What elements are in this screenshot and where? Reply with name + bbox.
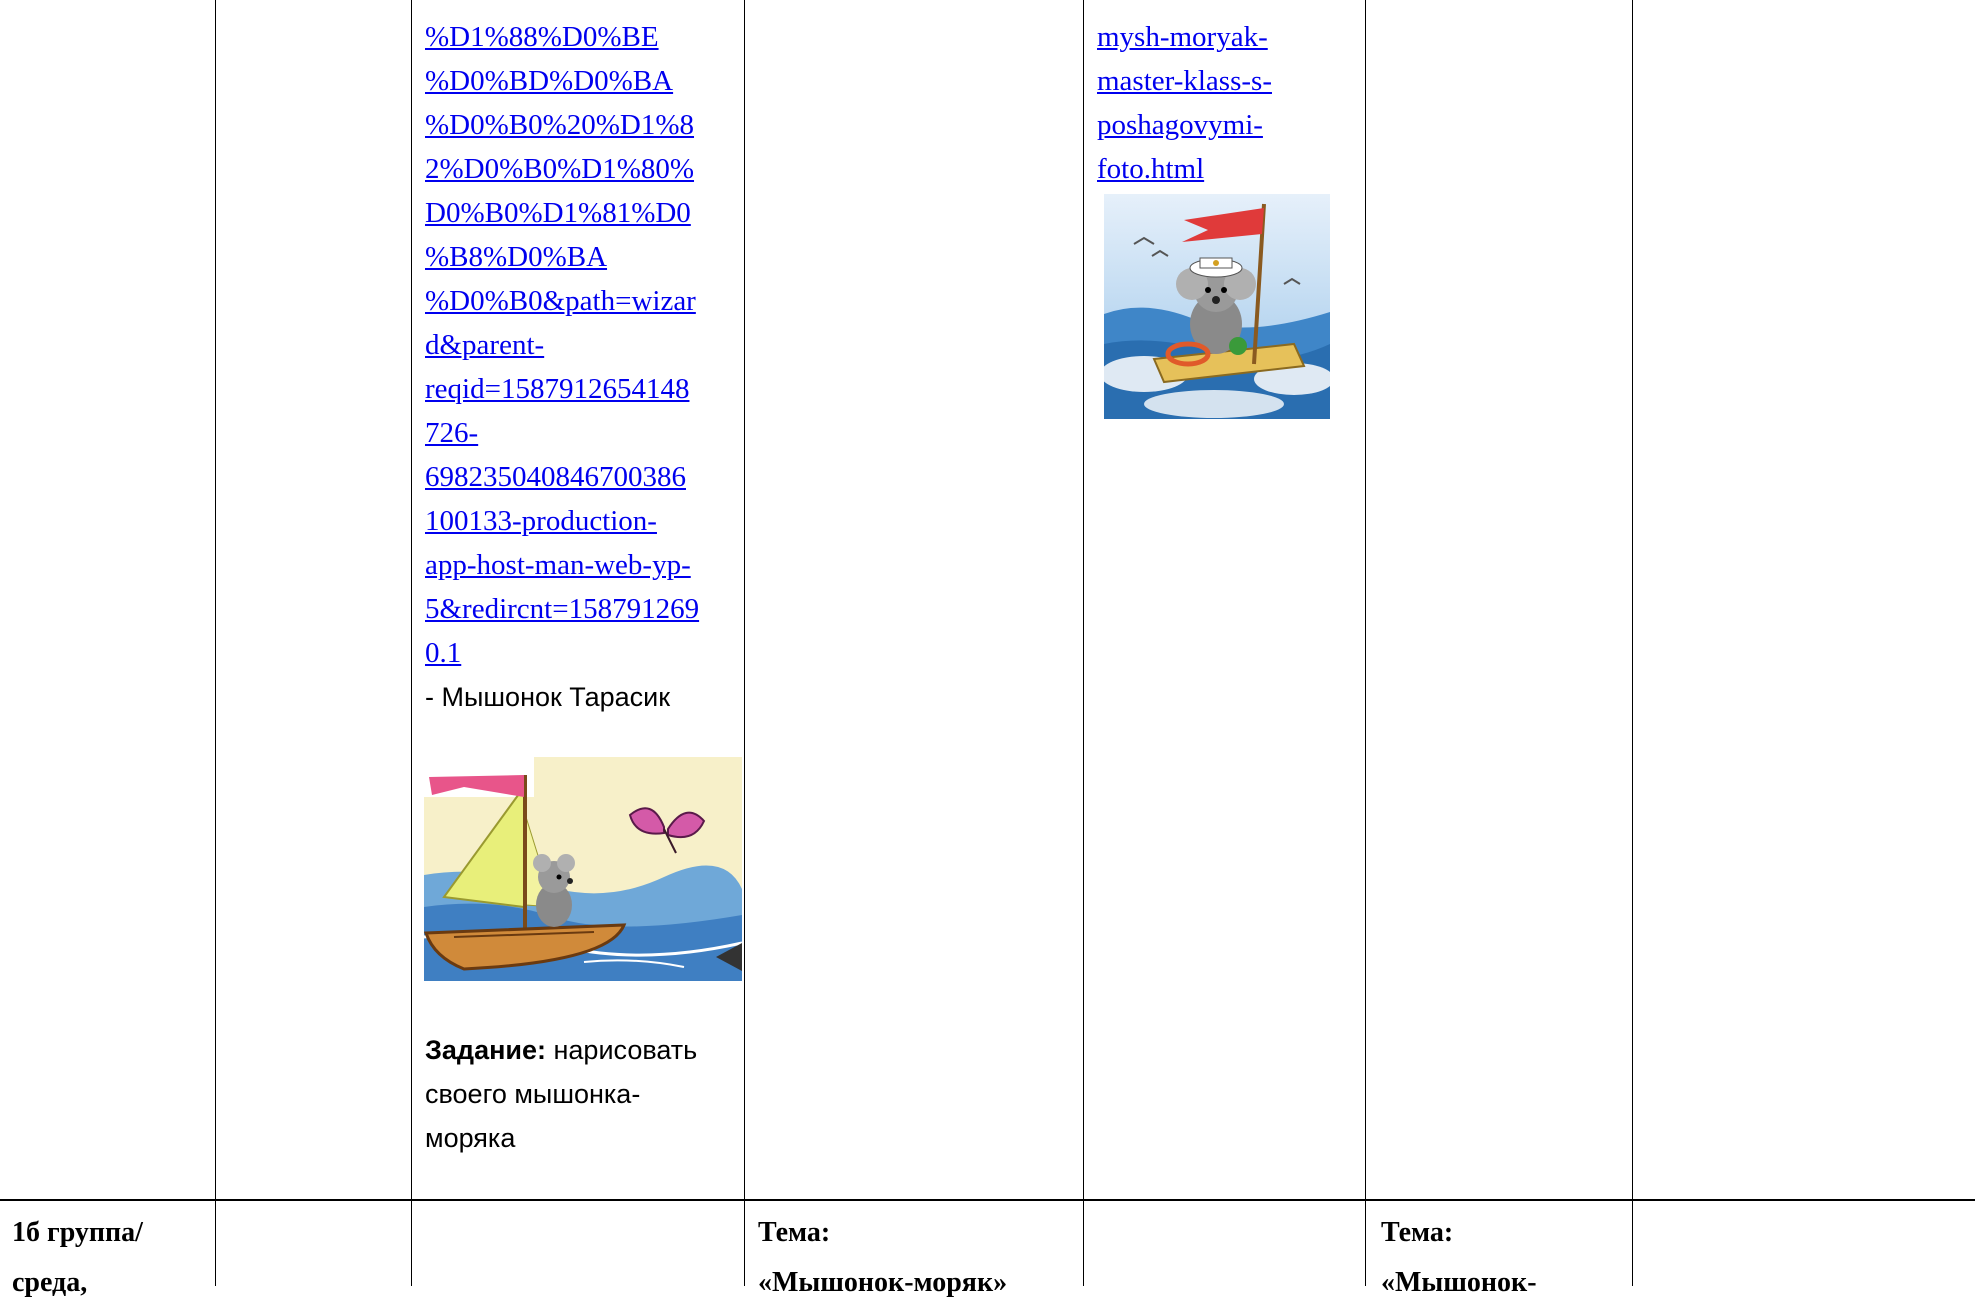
task-text: нарисовать [546, 1035, 698, 1065]
task-text: своего мышонка- [425, 1079, 641, 1109]
topic-title: «Мышонок- [1381, 1267, 1537, 1298]
sailboat-mouse-illustration-icon [424, 757, 742, 981]
resource-link[interactable] [425, 15, 741, 675]
picture-caption: - Мышонок Тарасик [425, 682, 671, 712]
link-line[interactable]: d&parent- [425, 329, 545, 361]
link-line[interactable]: 0.1 [425, 637, 462, 669]
task-text: моряка [425, 1123, 516, 1153]
link-line[interactable]: 2%D0%B0%D1%80% [425, 153, 695, 185]
link-line[interactable]: app-host-man-web-yp- [425, 549, 691, 581]
link-line[interactable]: D0%B0%D1%81%D0 [425, 197, 691, 229]
group-label: 1б группа/ [12, 1217, 143, 1248]
link-line[interactable]: poshagovymi- [1097, 109, 1263, 141]
row-divider [0, 1199, 1975, 1201]
topic-label: Тема: [758, 1217, 831, 1248]
link-line[interactable]: %B8%D0%BA [425, 241, 608, 273]
master-class-link[interactable] [1097, 15, 1363, 191]
column-divider [1083, 0, 1084, 1286]
column-divider [215, 0, 216, 1286]
link-line[interactable]: mysh-moryak- [1097, 21, 1268, 53]
raft-mouse-illustration-icon [1104, 194, 1330, 419]
task-label: Задание: [425, 1035, 546, 1065]
column-divider [1632, 0, 1633, 1286]
cell-link-resource [425, 15, 741, 719]
sailboat-mouse-picture [424, 757, 742, 981]
link-line[interactable]: 100133-production- [425, 505, 657, 537]
topic-cell [1381, 1208, 1629, 1308]
link-line[interactable]: 698235040846700386 [425, 461, 686, 493]
topic-cell [758, 1208, 1080, 1308]
column-divider [411, 0, 412, 1286]
topic-title: «Мышонок-моряк» [758, 1267, 1008, 1298]
link-line[interactable]: reqid=1587912654148 [425, 373, 690, 405]
column-divider [1365, 0, 1366, 1286]
link-line[interactable]: foto.html [1097, 153, 1205, 185]
link-line[interactable]: 5&redircnt=158791269 [425, 593, 700, 625]
group-day-cell [12, 1208, 212, 1308]
column-divider [744, 0, 745, 1286]
link-line[interactable]: %D0%BD%D0%BA [425, 65, 674, 97]
raft-mouse-picture [1104, 194, 1330, 419]
link-line[interactable]: master-klass-s- [1097, 65, 1272, 97]
task-block [425, 1028, 741, 1160]
day-label: среда, [12, 1267, 88, 1298]
link-line[interactable]: %D0%B0%20%D1%8 [425, 109, 695, 141]
link-line[interactable]: %D1%88%D0%BE [425, 21, 659, 53]
link-line[interactable]: 726- [425, 417, 479, 449]
link-line[interactable]: %D0%B0&path=wizar [425, 285, 696, 317]
cell-master-class-link [1097, 15, 1363, 191]
topic-label: Тема: [1381, 1217, 1454, 1248]
